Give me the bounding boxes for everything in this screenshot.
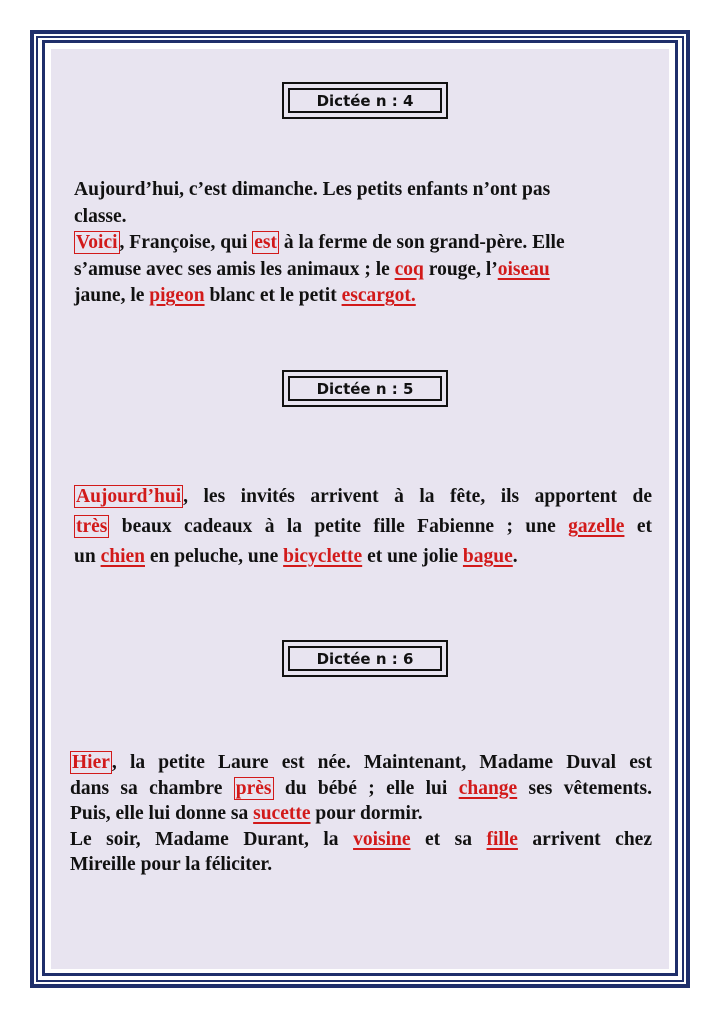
dictee-4-title: Dictée n : 4 [288,88,442,113]
highlight-word-gazelle: gazelle [568,516,625,537]
dictee-6-title: Dictée n : 6 [288,646,442,671]
highlight-word-sucette: sucette [253,803,311,824]
highlight-word-coq: coq [394,258,424,280]
text-line: dans sa chambre près du bébé ; elle lui change ses vêtements. [70,777,652,799]
dictee-6-text [70,750,652,878]
highlight-word-hier: Hier [72,752,110,773]
text-line: jaune, le pigeon blanc et le petit escargot. [74,285,416,307]
dictee-4-text [74,177,652,310]
text-line: très beaux cadeaux à la petite fille Fabienne ; une gazelle et [76,516,652,537]
dictee-5-title-box [282,370,448,407]
highlight-word-fille: fille [486,828,518,850]
highlight-word-voisine: voisine [353,828,411,850]
highlight-word-tres: très [76,516,108,537]
highlight-word-chien: chien [100,546,145,567]
text-line: classe. [74,205,127,227]
text-line: Le soir, Madame Durant, la voisine et sa fille arrivent chez [70,828,652,850]
highlight-word-escargot: escargot. [341,285,416,307]
highlight-word-voici: Voici [76,232,118,254]
text-line: Aujourd’hui, c’est dimanche. Les petits enfants n’ont pas [74,179,551,200]
text-line: un chien en peluche, une bicyclette et une jolie bague. [74,546,518,567]
highlight-word-change: change [458,777,518,799]
dictee-4-title-box [282,82,448,119]
dictee-5-title: Dictée n : 5 [288,376,442,401]
highlight-word-aujourdhui: Aujourd’hui [76,486,182,507]
dictee-5-text [74,482,652,572]
text-line: Voici , Françoise, qui est à la ferme de son grand-père. Elle [76,232,565,254]
highlight-word-pigeon: pigeon [149,285,205,307]
text-line: Mireille pour la féliciter. [70,854,273,875]
dictee-6-title-box [282,640,448,677]
text-line: s’amuse avec ses amis les animaux ; le coq rouge, l’oiseau [74,258,550,280]
text-line: Aujourd’hui , les invités arrivent à la fête, ils apportent de [76,486,652,507]
highlight-word-pres: près [235,777,272,799]
highlight-word-est: est [254,232,278,254]
text-line: Hier , la petite Laure est née. Maintenant, Madame Duval est [72,752,652,773]
text-line: Puis, elle lui donne sa sucette pour dormir. [70,803,423,824]
highlight-word-bicyclette: bicyclette [283,546,363,567]
highlight-word-bague: bague [462,546,513,567]
highlight-word-oiseau: oiseau [497,258,550,280]
